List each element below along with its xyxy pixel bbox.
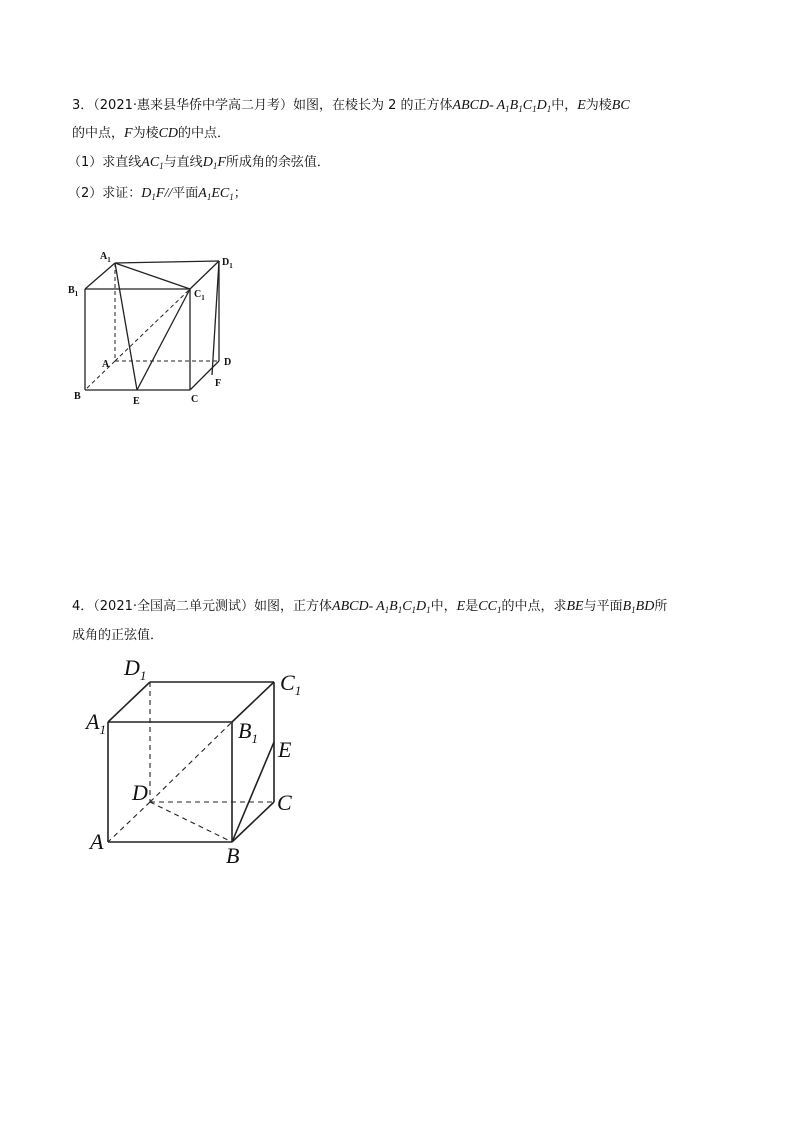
label-b1: $B_1$ <box>238 718 258 746</box>
edge-d1-a1 <box>108 682 150 722</box>
edge-e-c1 <box>137 289 190 390</box>
label-a: A <box>90 829 104 854</box>
q3-p1-d1f: $D_1F$ <box>202 155 226 171</box>
label-d: D <box>132 780 148 805</box>
label-b: B <box>226 843 240 867</box>
edge-a1-c1 <box>115 263 190 289</box>
label-a1: $A_1$ <box>100 251 111 264</box>
q4-number: 4． <box>72 599 94 614</box>
label-a1: $A_1$ <box>86 709 106 737</box>
q4-line2: 成角的正弦值． <box>72 628 164 643</box>
edge-c1-d1 <box>190 261 219 289</box>
label-e: E <box>278 737 292 762</box>
edge-d-b1 <box>150 722 232 802</box>
q3-number: 3． <box>72 98 94 113</box>
q3-cd-label: CD <box>158 126 179 141</box>
edge-b1-c1 <box>232 682 274 722</box>
label-c1: $C_1$ <box>194 289 205 302</box>
q4-cube-name: ABCD- $A_1B_1C_1D_1$ <box>332 599 431 615</box>
label-c: C <box>277 790 292 815</box>
q4-cube-figure <box>84 652 314 867</box>
q3-stem-b: 中， <box>551 98 578 113</box>
q3-line2-c: 的中点． <box>178 126 231 141</box>
q4-e-label: E <box>456 599 466 614</box>
q4-cc1: $CC_1$ <box>478 599 502 615</box>
q4-stem-b: 中， <box>430 599 457 614</box>
label-d1: $D_1$ <box>124 655 147 683</box>
q3-stem-a: 如图，在棱长为 2 的正方体 <box>293 98 453 113</box>
q3-line-2 <box>72 124 230 144</box>
edge-b-c <box>232 802 274 842</box>
q3-p2-end: ； <box>233 186 247 201</box>
q3-line2-b: 为棱 <box>132 126 159 141</box>
q3-e-label: E <box>577 98 586 113</box>
label-b1: $B_1$ <box>68 285 79 298</box>
q3-p1-a: （1）求直线 <box>68 155 142 170</box>
edge-a1-e <box>115 263 137 390</box>
q4-stem-a: 如图，正方体 <box>254 599 333 614</box>
edge-a1-d1 <box>115 261 219 263</box>
q4-stem-f: 所 <box>654 599 668 614</box>
q3-p2-d1f: $D_1F$ <box>141 186 165 202</box>
edge-d-a <box>108 802 150 842</box>
q3-bc-label: BC <box>611 98 630 113</box>
q3-part-2 <box>68 184 247 207</box>
q4-source: （2021·全国高二单元测试） <box>93 599 254 614</box>
q3-p2-plane: $A_1EC_1$ <box>198 186 234 202</box>
q3-stem-c: 为棱 <box>585 98 612 113</box>
edge-a-b <box>85 361 115 390</box>
label-c: C <box>191 394 199 405</box>
q3-f-label: F <box>124 126 133 141</box>
label-e: E <box>133 396 140 407</box>
q4-stem-d: 的中点，求 <box>501 599 567 614</box>
q3-p2-b: 平面 <box>172 186 199 201</box>
label-b: B <box>74 391 81 402</box>
q3-p1-ac1: $AC_1$ <box>141 155 164 171</box>
q4-stem-e: 与平面 <box>583 599 623 614</box>
q3-line-1 <box>72 96 630 119</box>
q3-source: （2021·惠来县华侨中学高二月考） <box>93 98 293 113</box>
label-a: A <box>102 359 110 370</box>
q4-stem-c: 是 <box>465 599 479 614</box>
label-d1: $D_1$ <box>222 257 233 270</box>
q4-b1bd: $B_1BD$ <box>622 599 655 615</box>
edge-d1-f <box>212 261 219 375</box>
q3-line2-a: 的中点， <box>72 126 125 141</box>
q3-p2-parallel: // <box>164 186 173 201</box>
q3-p1-c: 所成角的余弦值． <box>225 155 330 170</box>
label-c1: $C_1$ <box>280 670 302 698</box>
edge-b-e <box>232 742 274 842</box>
q3-p2-a: （2）求证： <box>68 186 142 201</box>
label-f: F <box>215 378 222 389</box>
q3-part-1 <box>68 153 330 176</box>
label-d: D <box>224 357 232 368</box>
q3-p1-b: 与直线 <box>163 155 203 170</box>
q3-cube-name: ABCD- $A_1B_1C_1D_1$ <box>452 98 552 114</box>
q4-be: BE <box>566 599 584 614</box>
q4-line-1 <box>72 597 667 620</box>
q4-line-2 <box>72 626 163 646</box>
q3-cube-figure <box>66 245 246 415</box>
edge-a1-b1 <box>85 263 115 289</box>
edge-d-b <box>150 802 232 842</box>
